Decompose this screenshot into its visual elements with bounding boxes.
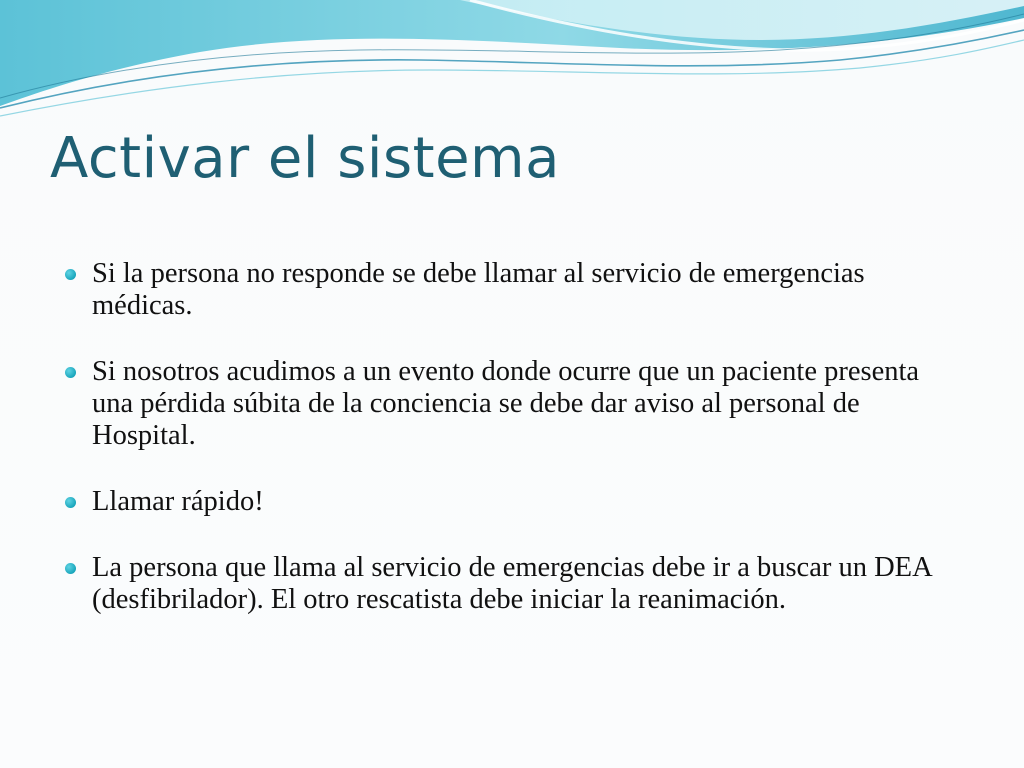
bullet-dot-icon [65,563,76,574]
bullet-dot-icon [65,269,76,280]
bullet-list [62,258,942,616]
bullet-text: Si la persona no responde se debe llamar al servicio de emergencias médicas. [92,258,865,321]
bullet-item [62,486,942,518]
bullet-dot-icon [65,497,76,508]
bullet-dot-icon [65,367,76,378]
slide-title: Activar el sistema [50,126,560,191]
bullet-text: Si nosotros acudimos a un evento donde ocurre que un paciente presenta una pérdida súbita de la conciencia se debe dar aviso al personal de Hospital. [92,356,920,451]
bullet-text: Llamar rápido! [92,486,264,517]
wave-header-decoration [0,0,1024,130]
bullet-item [62,258,942,322]
bullet-text: La persona que llama al servicio de emergencias debe ir a buscar un DEA (desfibrilador). El otro rescatista debe iniciar la reanimación. [92,552,932,615]
bullet-item [62,552,942,616]
bullet-item [62,356,942,452]
